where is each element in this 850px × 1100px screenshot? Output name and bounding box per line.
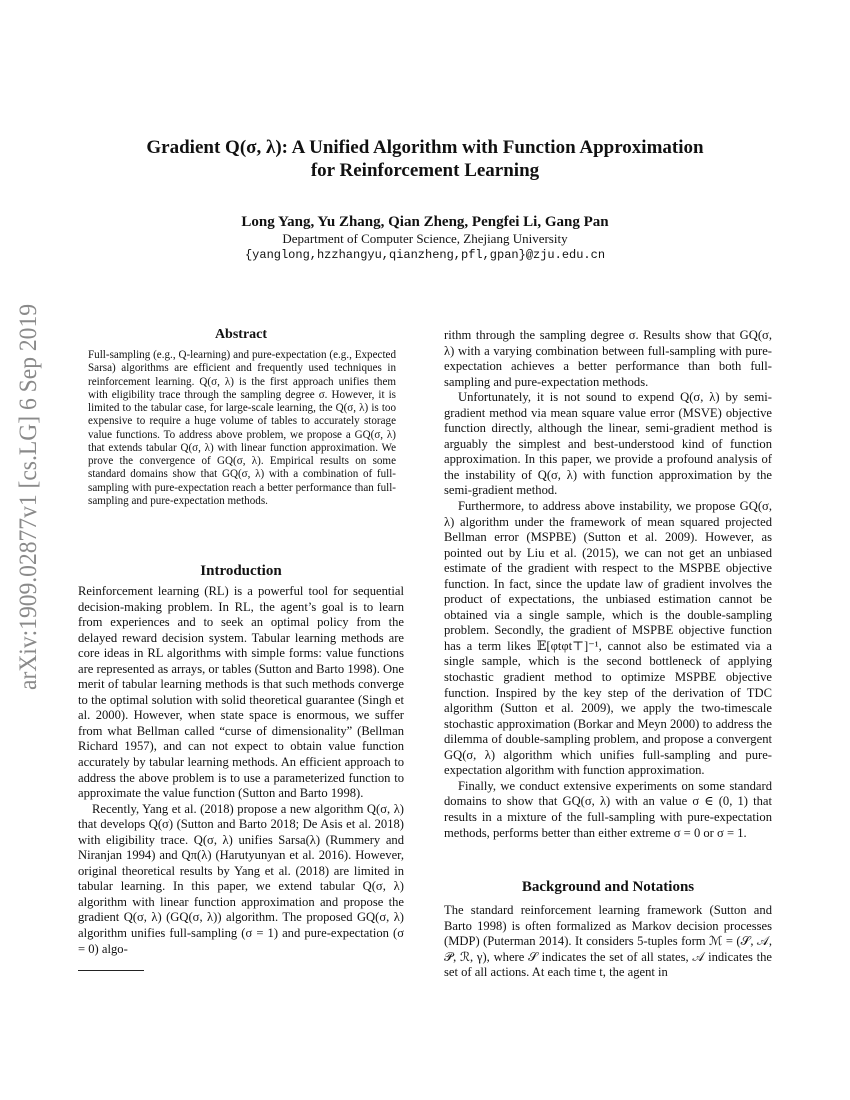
email-list: {yanglong,hzzhangyu,qianzheng,pfl,gpan}@zju.edu.cn (244, 248, 606, 262)
background-text (444, 903, 772, 981)
abstract-heading: Abstract (214, 327, 268, 342)
introduction-right-column (444, 328, 772, 841)
title-line-1: Gradient Q(σ, λ): A Unified Algorithm with Function Approximation (146, 137, 704, 158)
background-paragraph-1: The standard reinforcement learning framework (Sutton and Barto 1998) is often formalized as Markov decision processes (MDP) (Puterman 2014). It considers 5-tuples form ℳ = (𝒮, 𝒜, 𝒫, ℛ, γ), where 𝒮 indicates the set of all states, 𝒜 indicates the set of all actions. At each time t, the agent in (444, 903, 772, 980)
arxiv-identifier: arXiv:1909.02877v1 [cs.LG] 6 Sep 2019 (15, 302, 42, 690)
abstract-text: Full-sampling (e.g., Q-learning) and pure-expectation (e.g., Expected Sarsa) algorithms are efficient and frequently used techniques in reinforcement learning. Q(σ, λ) is the first approach unifies them with eligibility trace through the sampling degree σ. However, it is limited to the tabular case, for large-scale learning, the Q(σ, λ) is too expensive to require a huge volume of tables to accurately storage value functions. To address above problem, we propose a GQ(σ, λ) that extends tabular Q(σ, λ) with linear function approximation. We prove the convergence of GQ(σ, λ). Empirical results on some standard domains show that GQ(σ, λ) with a combination of full-sampling with pure-expectation reach a better performance than full-sampling and pure-expectation methods. (88, 349, 396, 507)
title-line-2: for Reinforcement Learning (310, 160, 540, 181)
intro-paragraph-5: Furthermore, to address above instability, we propose GQ(σ, λ) algorithm under the framework of mean squared projected Bellman error (MSPBE) (Sutton et al. 2009). However, as pointed out by Liu et al. (2015), we can not get an unbiased estimate of the gradient with respect to the MSPBE objective function. In fact, since the update law of gradient involves the product of expectations, the unbiased estimation cannot be obtained via a single sample, which is the double-sampling problem. Secondly, the gradient of MSPBE objective function has a term likes 𝔼[φtφt⊤]⁻¹, cannot also be estimated via a single sample, which is the second bottleneck of applying stochastic gradient method to optimize MSPBE objective function. Inspired by the key step of the derivation of TDC algorithm (Sutton et al. 2009), we apply the two-timescale stochastic approximation (Borkar and Meyn 2000) to address the dilemma of double-sampling problem, and propose a convergent GQ(σ, λ) algorithm which unifies full-sampling and pure-expectation algorithm with function approximation. (444, 499, 772, 778)
intro-paragraph-6: Finally, we conduct extensive experiments on some standard domains to show that GQ(σ, λ) with an value σ ∈ (0, 1) that results in a mixture of the full-sampling with pure-expectation methods, performs better than either extreme σ = 0 or σ = 1. (444, 778, 772, 840)
introduction-left-column (78, 584, 404, 957)
affiliation: Department of Computer Science, Zhejiang University (282, 231, 568, 246)
paper-title (60, 136, 790, 182)
author-list: Long Yang, Yu Zhang, Qian Zheng, Pengfei Li, Gang Pan (241, 214, 609, 230)
intro-paragraph-2: Recently, Yang et al. (2018) propose a new algorithm Q(σ, λ) that develops Q(σ) (Sutton and Barto 2018; De Asis et al. 2018) with eligibility trace. Q(σ, λ) unifies Sarsa(λ) (Rummery and Niranjan 1994) and Qπ(λ) (Harutyunyan et al. 2016). However, original theoretical results by Yang et al. (2018) are limited in tabular learning. In this paper, we extend tabular Q(σ, λ) algorithm with linear function approximation and propose the gradient Q(σ, λ) (GQ(σ, λ)) algorithm. The proposed GQ(σ, λ) algorithm unifies full-sampling (σ = 1) and pure-expectation (σ = 0) algo- (78, 801, 404, 956)
intro-paragraph-1: Reinforcement learning (RL) is a powerful tool for sequential decision-making problem. In RL, the agent’s goal is to learn from experiences and to seek an optimal policy from the delayed reward decision system. Tabular learning methods are core ideas in RL algorithms with simple forms: value functions are represented as arrays, or tables (Sutton and Barto 1998). One merit of tabular learning methods is that such methods converge to the optimal solution with solid theoretical guarantee (Singh et al. 2000). However, when state space is enormous, we suffer from what Bellman called “curse of dimensionality” (Bellman Richard 1957), and can not expect to obtain value function accurately by tabular learning methods. An efficient approach to address the above problem is to use a parameterized function to approximate the value function (Sutton and Barto 1998). (78, 584, 404, 801)
arxiv-sidebar-stamp (8, 302, 44, 692)
intro-paragraph-3: rithm through the sampling degree σ. Results show that GQ(σ, λ) with a varying combination between full-sampling with pure-expectation achieves a better performance than both full-sampling and pure-expectation methods. (444, 328, 772, 389)
background-heading: Background and Notations (521, 879, 695, 895)
footnote-rule (78, 970, 144, 971)
intro-paragraph-4: Unfortunately, it is not sound to expend Q(σ, λ) by semi-gradient method via mean square value error (MSVE) objective function directly, although the linear, semi-gradient method is arguably the simplest and best-understood kind of function approximation. In this paper, we provide a profound analysis of the instability of Q(σ, λ) with function approximation by the semi-gradient method. (444, 390, 772, 498)
introduction-heading: Introduction (200, 563, 282, 579)
